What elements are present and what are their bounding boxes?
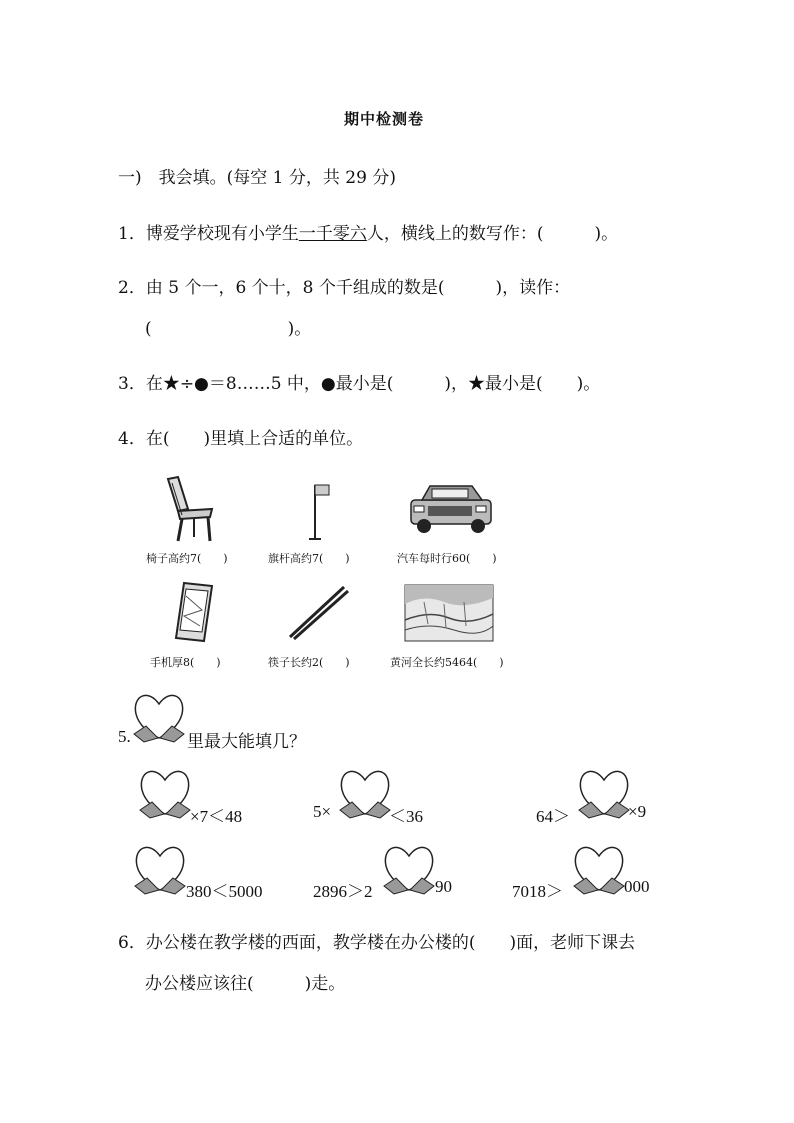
peach-icon (570, 842, 628, 898)
peach-icon (136, 766, 194, 822)
flagpole-icon (305, 482, 335, 544)
caption-car: 汽车每时行60( ) (397, 552, 497, 565)
car-icon (408, 480, 496, 538)
question-2-line-2: ( )。 (145, 319, 312, 339)
expression-3-right: ×9 (628, 802, 647, 821)
question-5-text: 里最大能填几？ (187, 732, 306, 752)
question-5-number: 5. (118, 727, 131, 746)
question-2-line-1: 2．由 5 个一，6 个十，8 个千组成的数是( )，读作： (118, 278, 571, 298)
question-6-line-1: 6．办公楼在教学楼的西面，教学楼在办公楼的( )面，老师下课去 (118, 933, 636, 953)
peach-icon (575, 766, 633, 822)
expression-2-right: ＜36 (389, 807, 423, 826)
expression-1-right: ×7＜48 (190, 807, 243, 826)
question-1 (118, 219, 618, 244)
chair-icon (160, 475, 220, 545)
expression-5-right: 90 (435, 877, 452, 896)
peach-icon (380, 842, 438, 898)
caption-flagpole: 旗杆高约7( ) (268, 552, 350, 565)
question-6-line-2: 办公楼应该往( )走。 (145, 974, 346, 994)
question-1-underlined: 一千零六 (298, 224, 367, 244)
question-1-text-end: 人，横线上的数写作：( )。 (366, 224, 619, 244)
caption-river: 黄河全长约5464( ) (390, 656, 504, 669)
page-title: 期中检测卷 (344, 110, 425, 128)
expression-6-left: 7018＞ (512, 882, 563, 901)
caption-chopsticks: 筷子长约2( ) (268, 656, 350, 669)
peach-icon (130, 690, 188, 746)
caption-phone: 手机厚8( ) (150, 656, 221, 669)
question-4: 4．在( )里填上合适的单位。 (118, 429, 364, 449)
caption-chair: 椅子高约7( ) (146, 552, 228, 565)
peach-icon (336, 766, 394, 822)
expression-3-left: 64＞ (536, 807, 570, 826)
river-icon (404, 584, 494, 642)
chopsticks-icon (286, 583, 350, 641)
question-1-text: 1．博爱学校现有小学生 (118, 224, 299, 244)
section-heading: 一) 我会填。(每空 1 分，共 29 分) (118, 168, 396, 188)
expression-6-right: 000 (624, 877, 650, 896)
peach-icon (131, 842, 189, 898)
question-3: 3．在★÷●＝8……5 中，●最小是( )，★最小是( )。 (118, 374, 601, 394)
expression-2-left: 5× (313, 802, 332, 821)
expression-4-right: 380＜5000 (186, 882, 263, 901)
expression-5-left: 2896＞2 (313, 882, 373, 901)
phone-icon (172, 580, 216, 644)
